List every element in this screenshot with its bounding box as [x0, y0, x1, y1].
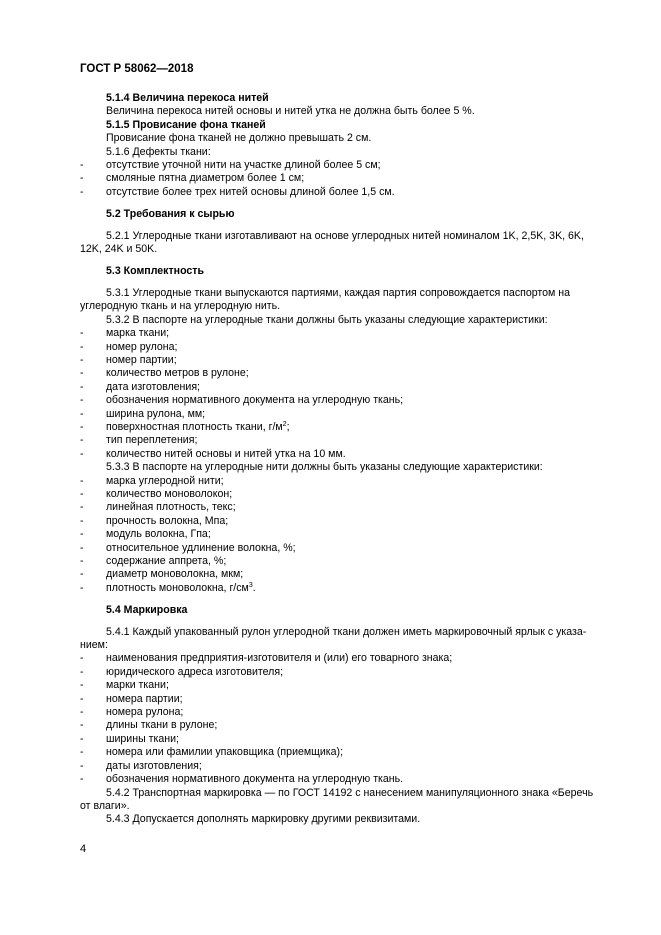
list-item: - содержание аппрета, %;	[80, 555, 616, 568]
list-item: - марка углеродной нити;	[80, 475, 616, 488]
list-item: - диаметр моноволокна, мкм;	[80, 568, 616, 581]
list-item: - ширина рулона, мм;	[80, 408, 616, 421]
list-item: - отсутствие более трех нитей основы длиной более 1,5 см.	[80, 186, 616, 199]
list-item: - количество моноволокон;	[80, 488, 616, 501]
section-5-4-3-paragraph: 5.4.3 Допускается дополнять маркировку другими реквизитами.	[106, 813, 421, 826]
section-5-4-heading: 5.4 Маркировка	[106, 604, 188, 617]
list-item: - ширины ткани;	[80, 733, 616, 746]
section-5-3-1-paragraph	[80, 287, 616, 314]
section-5-1-6-title: 5.1.6 Дефекты ткани:	[106, 145, 211, 158]
page-number: 4	[80, 843, 87, 855]
mono-density-superscript: 3	[248, 581, 253, 589]
paragraph-line: 5.2.1 Углеродные ткани изготавливают на основе углеродных нитей номиналом 1K, 2,5K, 3K, 6K,	[106, 229, 584, 242]
paragraph-line: нием:	[80, 639, 108, 652]
paragraph-line: 12K, 24K и 50K.	[80, 243, 158, 256]
section-5-1-4-text: Величина перекоса нитей основы и нитей утка не должна быть более 5 %.	[106, 105, 475, 118]
document-code-header: ГОСТ Р 58062—2018	[80, 63, 194, 75]
list-item: - юридического адреса изготовителя;	[80, 666, 616, 679]
list-item: - номера или фамилии упаковщика (приемщика);	[80, 746, 616, 759]
list-item	[80, 421, 616, 434]
list-item: - номер рулона;	[80, 341, 616, 354]
mono-density-text: плотность моноволокна, г/см	[106, 581, 249, 594]
section-5-4-1-paragraph	[80, 626, 616, 653]
list-item: - тип переплетения;	[80, 434, 616, 447]
list-item: - относительное удлинение волокна, %;	[80, 542, 616, 555]
paragraph-line: углеродную ткань и на углеродную нить.	[80, 300, 281, 313]
list-item: - наименования предприятия-изготовителя и (или) его товарного знака;	[80, 652, 616, 665]
list-item: - номер партии;	[80, 354, 616, 367]
list-item: - длины ткани в рулоне;	[80, 719, 616, 732]
list-item: - смоляные пятна диаметром более 1 см;	[80, 172, 616, 185]
list-item: - обозначения нормативного документа на углеродную ткань.	[80, 773, 616, 786]
list-item: - даты изготовления;	[80, 760, 616, 773]
density-tail: ;	[286, 420, 290, 433]
paragraph-line: 5.4.1 Каждый упакованный рулон углеродной ткани должен иметь маркировочный ярлык с указа-	[106, 625, 587, 638]
list-item: - модуль волокна, Гпа;	[80, 528, 616, 541]
section-5-3-heading: 5.3 Комплектность	[106, 265, 204, 278]
paragraph-line: 5.3.1 Углеродные ткани выпускаются партиями, каждая партия сопровождается паспортом на	[106, 286, 570, 299]
mono-density-tail: .	[252, 581, 256, 594]
document-body	[80, 92, 616, 827]
list-item: - линейная плотность, текс;	[80, 501, 616, 514]
list-item: - количество метров в рулоне;	[80, 367, 616, 380]
section-5-2-1-paragraph	[80, 230, 616, 257]
paragraph-line: от влаги».	[80, 799, 130, 812]
section-5-1-4-title: 5.1.4 Величина перекоса нитей	[106, 92, 269, 104]
section-5-4-2-paragraph	[80, 787, 616, 814]
list-item: - прочность волокна, Мпа;	[80, 515, 616, 528]
section-5-3-2-intro: 5.3.2 В паспорте на углеродные ткани должны быть указаны следующие характеристики:	[106, 313, 548, 326]
list-item: - номера рулона;	[80, 706, 616, 719]
section-5-1-5-text: Провисание фона тканей не должно превышать 2 см.	[106, 132, 372, 145]
list-item: - дата изготовления;	[80, 381, 616, 394]
list-item: - марки ткани;	[80, 679, 616, 692]
section-5-1-5-title: 5.1.5 Провисание фона тканей	[106, 118, 266, 131]
list-item: - отсутствие уточной нити на участке длиной более 5 см;	[80, 159, 616, 172]
paragraph-line: 5.4.2 Транспортная маркировка — по ГОСТ 14192 с нанесением манипуляционного знака «Беречь	[106, 786, 594, 799]
list-item	[80, 582, 616, 595]
section-5-2-heading: 5.2 Требования к сырью	[106, 208, 235, 221]
list-item: - обозначения нормативного документа на углеродную ткань;	[80, 394, 616, 407]
list-item: - номера партии;	[80, 693, 616, 706]
density-superscript: 2	[282, 420, 287, 428]
density-text: поверхностная плотность ткани, г/м	[106, 420, 283, 433]
list-item: - марка ткани;	[80, 327, 616, 340]
list-item: - количество нитей основы и нитей утка на 10 мм.	[80, 448, 616, 461]
section-5-3-3-intro: 5.3.3 В паспорте на углеродные нити должны быть указаны следующие характеристики:	[106, 461, 543, 474]
